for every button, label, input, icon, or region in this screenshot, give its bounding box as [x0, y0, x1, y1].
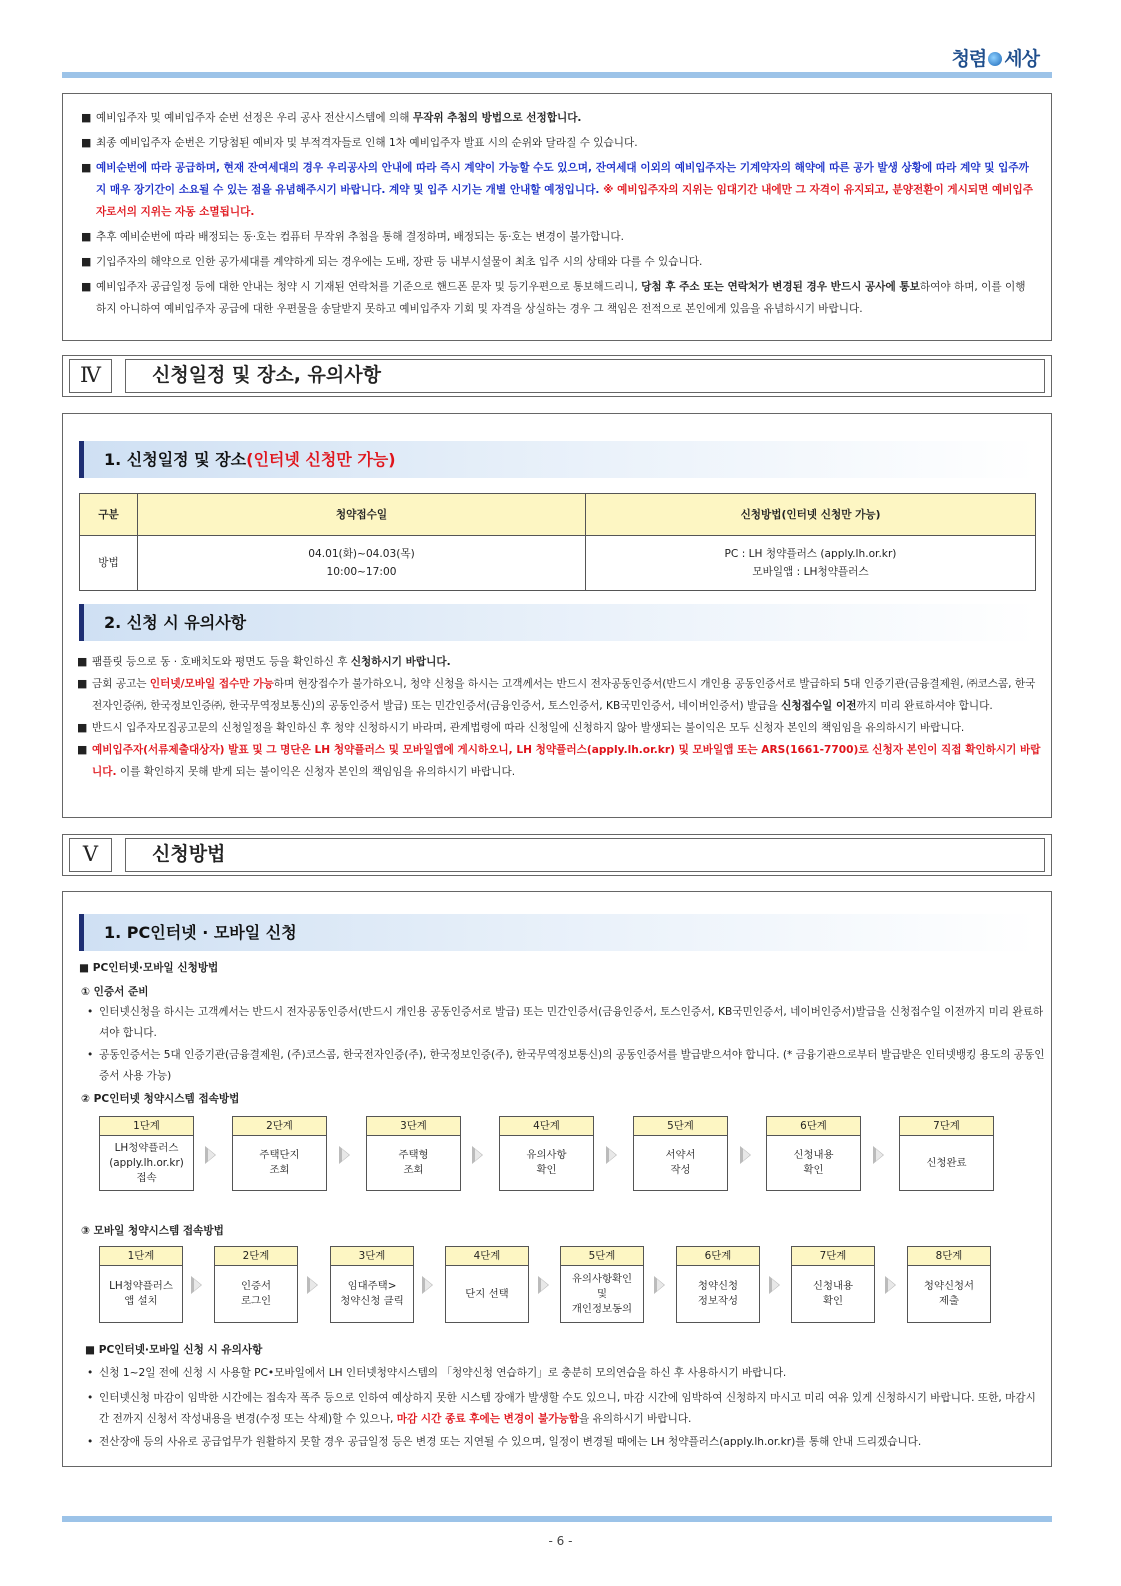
- caution-list: [77, 651, 1041, 783]
- pc-step-5: 5단계 서약서 작성: [633, 1116, 728, 1191]
- section-number: Ⅳ: [69, 359, 112, 393]
- table-header: 구분: [80, 494, 138, 536]
- mobile-step-2: 2단계 인증서 로그인: [214, 1246, 298, 1323]
- caution-heading: ■ PC인터넷·모바일 신청 시 유의사항: [85, 1344, 263, 1356]
- arrow-icon: [205, 1146, 216, 1164]
- mobile-step-4: 4단계 단지 선택: [445, 1246, 529, 1323]
- caution-bullet: • 신청 1~2일 전에 신청 시 사용할 PC•모바일에서 LH 인터넷청약시스템의 「청약신청 연습하기」로 충분히 모의연습을 하신 후 사용하시기 바랍니다.: [87, 1367, 787, 1379]
- arrow-icon: [654, 1276, 665, 1294]
- footer-rule: [62, 1516, 1052, 1522]
- arrow-icon: [538, 1276, 549, 1294]
- table-header: 청약접수일: [138, 494, 586, 536]
- mobile-step-8: 8단계 청약신청서 제출: [907, 1246, 991, 1323]
- caution-item: ■ 예비입주자(서류제출대상자) 발표 및 그 명단은 LH 청약플러스 및 모바일앱에 게시하오니, LH 청약플러스(apply.lh.or.kr) 및 모바일앱 또는 ARS(1661-7700)로 신청자 본인이 직접 확인하시기 바랍니다. 이를 확인하지 못해 받게 되는 불이익은 신청자 본인의 책임임을 유의하시기 바랍니다.: [77, 743, 1041, 778]
- caution-item: ■ 반드시 입주자모집공고문의 신청일정을 확인하신 후 청약 신청하시기 바라며, 관계법령에 따라 신청일에 신청하지 않아 발생되는 불이익은 모두 신청자 본인의 책임임을 유의하시기 바랍니다.: [77, 721, 965, 734]
- mobile-step-7: 7단계 신청내용 확인: [791, 1246, 875, 1323]
- arrow-icon: [769, 1276, 780, 1294]
- globe-icon: [988, 52, 1002, 66]
- waitlist-notice-box: [62, 93, 1052, 341]
- subsection-title: 2. 신청 시 유의사항: [79, 604, 1037, 641]
- date-cell: 04.01(화)~04.03(목) 10:00~17:00: [138, 536, 586, 591]
- cert-heading: ① 인증서 준비: [81, 986, 149, 998]
- subsection-title: 1. 신청일정 및 장소(인터넷 신청만 가능): [79, 441, 1037, 478]
- mobile-step-3: 3단계 임대주택> 청약신청 클릭: [330, 1246, 414, 1323]
- arrow-icon: [307, 1276, 318, 1294]
- method-heading: ■ PC인터넷·모바일 신청방법: [79, 962, 219, 974]
- row-label: 방법: [80, 536, 138, 591]
- arrow-icon: [740, 1146, 751, 1164]
- arrow-icon: [885, 1276, 896, 1294]
- section-number: Ⅴ: [69, 838, 112, 872]
- arrow-icon: [606, 1146, 617, 1164]
- notice-item: ■ 예비입주자 및 예비입주자 순번 선정은 우리 공사 전산시스템에 의해 무작위 추첨의 방법으로 선정합니다.: [81, 111, 582, 124]
- notice-item: ■ 기입주자의 해약으로 인한 공가세대를 계약하게 되는 경우에는 도배, 장판 등 내부시설물이 최초 입주 시의 상태와 다를 수 있습니다.: [81, 255, 703, 268]
- header-rule: [62, 72, 1052, 78]
- pc-step-7: 7단계 신청완료: [899, 1116, 994, 1191]
- pc-heading: ② PC인터넷 청약시스템 접속방법: [81, 1093, 240, 1105]
- page-number: - 6 -: [548, 1534, 573, 1548]
- pc-step-3: 3단계 주택형 조회: [366, 1116, 461, 1191]
- notice-item: ■ 예비입주자 공급일정 등에 대한 안내는 청약 시 기재된 연락처를 기준으로 핸드폰 문자 및 등기우편으로 통보해드리니, 당첨 후 주소 또는 연락처가 변경된 경우 반드시 공사에 통보하여야 하며, 이를 이행하지 아니하여 예비입주자 공급에 대한 우편물을 송달받지 못하고 예비입주자 기회 및 자격을 상실하는 경우 그 책임은 전적으로 본인에게 있음을 유념하시기 바랍니다.: [81, 280, 1026, 315]
- table-header: 신청방법(인터넷 신청만 가능): [586, 494, 1036, 536]
- notice-item: ■ 추후 예비순번에 따라 배정되는 동·호는 컴퓨터 무작위 추첨을 통해 결정하며, 배정되는 동·호는 변경이 불가합니다.: [81, 230, 624, 243]
- section-4-body: [62, 413, 1052, 818]
- method-cell: PC : LH 청약플러스 (apply.lh.or.kr) 모바일앱 : LH청약플러스: [586, 536, 1036, 591]
- notice-item: ■ 예비순번에 따라 공급하며, 현재 잔여세대의 경우 우리공사의 안내에 따라 즉시 계약이 가능할 수도 있으며, 잔여세대 이외의 예비입주자는 기계약자의 해약에 따른 공가 발생 상황에 따라 계약 및 입주까지 매우 장기간이 소요될 수 있는 점을 유념해주시기 바랍니다. 계약 및 입주 시기는 개별 안내할 예정입니다. ※ 예비입주자의 지위는 임대기간 내에만 그 자격이 유지되고, 분양전환이 게시되면 예비입주자로서의 지위는 자동 소멸됩니다.: [81, 161, 1033, 218]
- pc-step-2: 2단계 주택단지 조회: [232, 1116, 327, 1191]
- mobile-step-1: 1단계 LH청약플러스 앱 설치: [99, 1246, 183, 1323]
- subsection-title: 1. PC인터넷 · 모바일 신청: [79, 914, 1037, 951]
- caution-bullet: • 인터넷신청 마감이 임박한 시간에는 접속자 폭주 등으로 인하여 예상하지 못한 시스템 장애가 발생할 수도 있으니, 마감 시간에 임박하여 신청하지 마시고 미리 여유 있게 신청하시기 바랍니다. 또한, 마감시간 전까지 신청서 작성내용을 변경(수정 또는 삭제)할 수 있으나, 마감 시간 종료 후에는 변경이 불가능함을 유의하시기 바랍니다.: [87, 1392, 1036, 1425]
- pc-step-1: 1단계 LH청약플러스 (apply.lh.or.kr) 접속: [99, 1116, 194, 1191]
- section-5-header: [62, 834, 1052, 876]
- pc-step-4: 4단계 유의사항 확인: [499, 1116, 594, 1191]
- table-header-row: [80, 494, 1036, 536]
- pc-step-6: 6단계 신청내용 확인: [766, 1116, 861, 1191]
- section-5-body: [62, 891, 1052, 1467]
- caution-item: ■ 금회 공고는 인터넷/모바일 접수만 가능하며 현장접수가 불가하오니, 청약 신청을 하시는 고객께서는 반드시 전자공동인증서(반드시 개인용 공동인증서로 발급하되 5대 인증기관(금융결제원, ㈜코스콤, 한국전자인증㈜, 한국정보인증㈜, 한국무역정보통신)의 공동인증서 발급) 또는 민간인증서(금융인증서, 토스인증서, KB국민인증서, 네이버인증서) 발급을 신청접수일 이전까지 미리 완료하셔야 합니다.: [77, 677, 1036, 712]
- caution-item: ■ 팸플릿 등으로 동 · 호배치도와 평면도 등을 확인하신 후 신청하시기 바랍니다.: [77, 655, 451, 668]
- arrow-icon: [472, 1146, 483, 1164]
- arrow-icon: [339, 1146, 350, 1164]
- logo: 청렴 세상: [951, 48, 1039, 70]
- cert-bullet: • 인터넷신청을 하시는 고객께서는 반드시 전자공동인증서(반드시 개인용 공동인증서로 발급) 또는 민간인증서(금융인증서, 토스인증서, KB국민인증서, 네이버인증서)발급을 신청접수일 이전까지 미리 완료하셔야 합니다.: [87, 1006, 1044, 1039]
- section-title: 신청방법: [125, 838, 1045, 872]
- mobile-step-6: 6단계 청약신청 정보작성: [676, 1246, 760, 1323]
- section-4-header: [62, 355, 1052, 397]
- schedule-table: [79, 493, 1036, 591]
- table-row: [80, 536, 1036, 591]
- notice-item: ■ 최종 예비입주자 순번은 기당첨된 예비자 및 부적격자들로 인해 1차 예비입주자 발표 시의 순위와 달라질 수 있습니다.: [81, 136, 638, 149]
- cert-bullet: • 공동인증서는 5대 인증기관(금융결제원, (주)코스콤, 한국전자인증(주), 한국정보인증(주), 한국무역정보통신)의 공동인증서를 발급받으셔야 합니다. (* 금융기관으로부터 발급받은 인터넷뱅킹 용도의 공동인증서 사용 가능): [87, 1049, 1045, 1082]
- mobile-step-5: 5단계 유의사항확인 및 개인정보동의: [560, 1246, 644, 1323]
- arrow-icon: [873, 1146, 884, 1164]
- mobile-heading: ③ 모바일 청약시스템 접속방법: [81, 1225, 224, 1237]
- section-title: 신청일정 및 장소, 유의사항: [125, 359, 1045, 393]
- arrow-icon: [191, 1276, 202, 1294]
- caution-bullet: • 전산장애 등의 사유로 공급업무가 원활하지 못할 경우 공급일정 등은 변경 또는 지연될 수 있으며, 일정이 변경될 때에는 LH 청약플러스(apply.lh.or.kr)를 통해 안내 드리겠습니다.: [87, 1436, 922, 1448]
- arrow-icon: [422, 1276, 433, 1294]
